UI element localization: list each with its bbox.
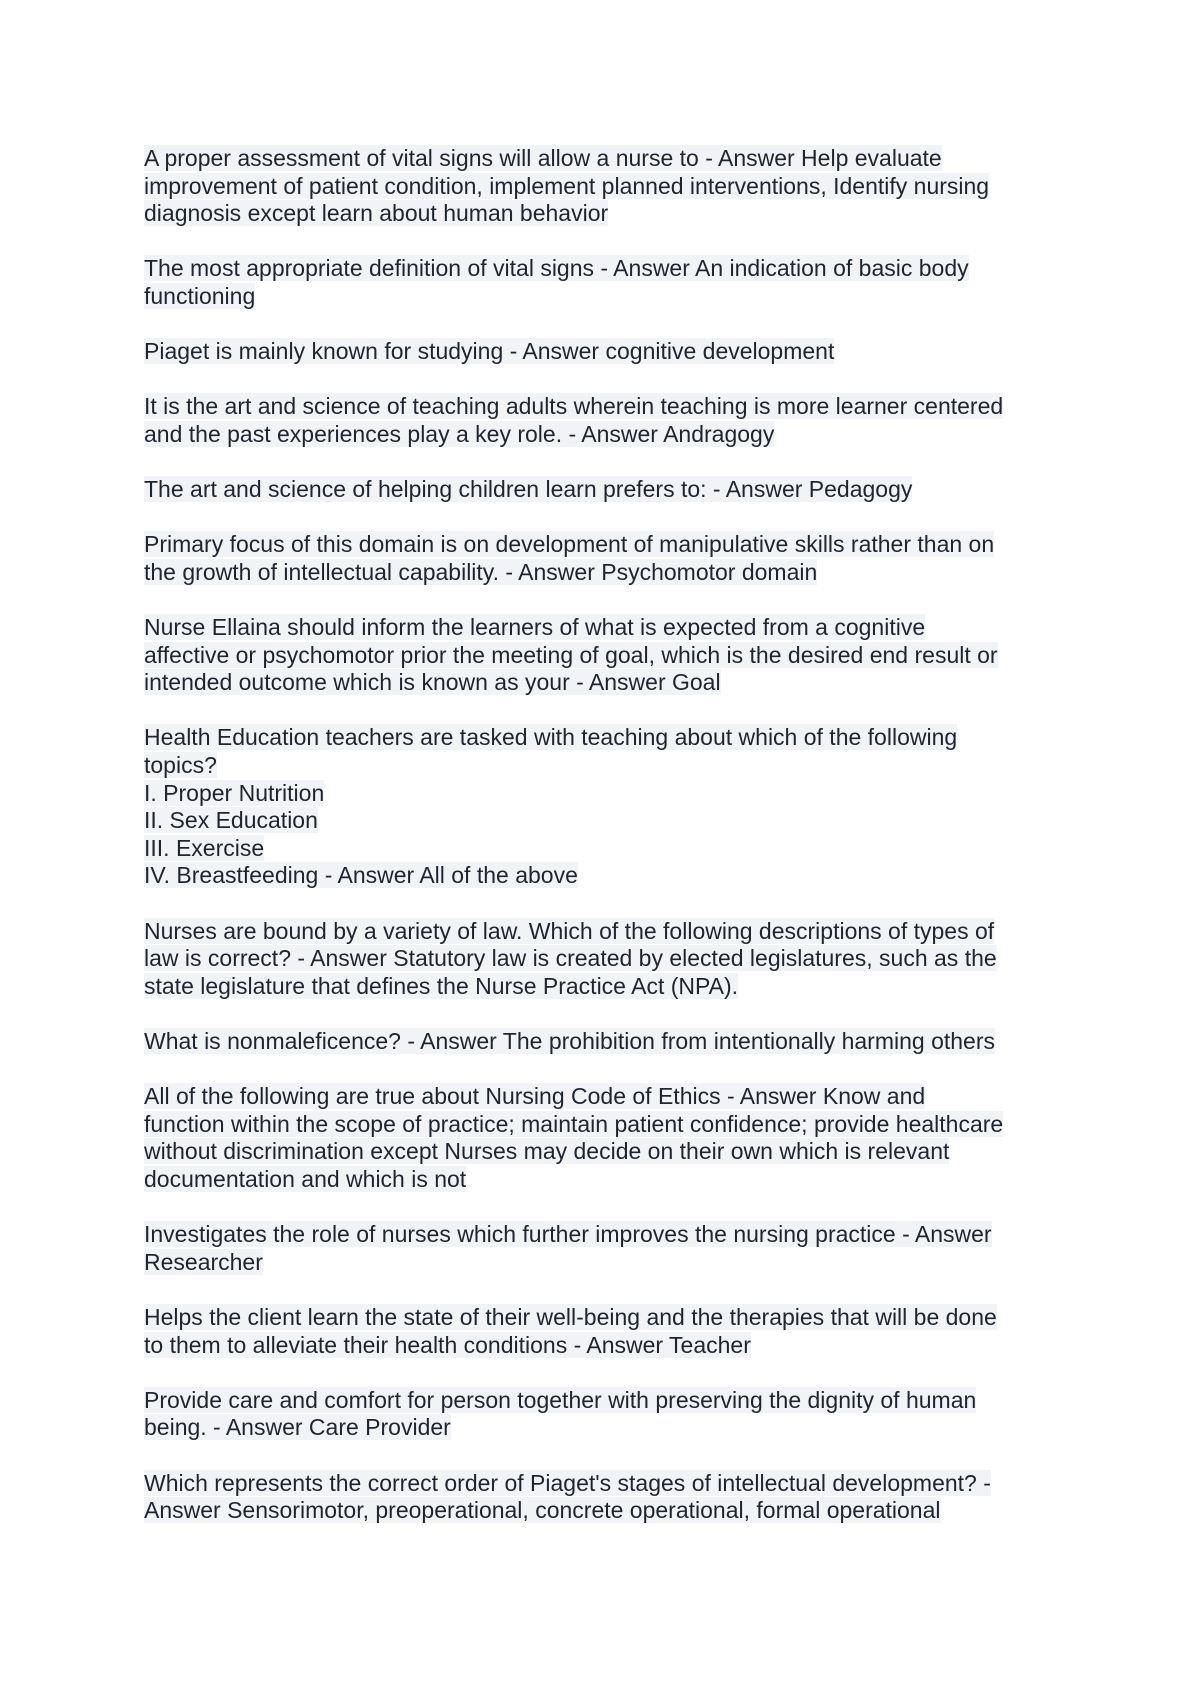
text-line [144, 393, 1064, 421]
text-line [144, 642, 1064, 670]
text-line-content: Researcher [144, 1248, 263, 1275]
text-line-content: Answer Sensorimotor, preoperational, concrete operational, formal operational [144, 1497, 941, 1524]
text-line [144, 1138, 1064, 1166]
qa-item [144, 393, 1064, 448]
text-line [144, 1497, 1064, 1525]
qa-item [144, 1470, 1064, 1525]
qa-item [144, 724, 1064, 890]
text-line [144, 1028, 1064, 1056]
text-line-content: being. - Answer Care Provider [144, 1414, 451, 1441]
text-line [144, 1387, 1064, 1415]
document-body [144, 145, 1064, 1552]
text-line [144, 531, 1064, 559]
text-line-content: Helps the client learn the state of their well-being and the therapies that will be done [144, 1303, 997, 1330]
text-line [144, 1249, 1064, 1277]
text-line-content: diagnosis except learn about human behavior [144, 200, 609, 227]
text-line-content: Which represents the correct order of Piaget's stages of intellectual development? - [144, 1469, 991, 1496]
text-line-content: functioning [144, 282, 256, 309]
text-line [144, 1332, 1064, 1360]
text-line [144, 200, 1064, 228]
text-line [144, 1111, 1064, 1139]
text-line-content: function within the scope of practice; maintain patient confidence; provide healthcare [144, 1110, 1004, 1137]
text-line [144, 918, 1064, 946]
text-line-content: state legislature that defines the Nurse Practice Act (NPA). [144, 972, 739, 999]
text-line [144, 614, 1064, 642]
text-line-content: II. Sex Education [144, 807, 318, 834]
qa-item [144, 1083, 1064, 1193]
text-line [144, 1221, 1064, 1249]
text-line-content: III. Exercise [144, 834, 265, 861]
text-line-content: law is correct? - Answer Statutory law is created by elected legislatures, such as the [144, 945, 997, 972]
text-line-content: It is the art and science of teaching adults wherein teaching is more learner centered [144, 393, 1004, 420]
qa-item [144, 918, 1064, 1001]
text-line-content: Nurse Ellaina should inform the learners of what is expected from a cognitive [144, 614, 926, 641]
text-line-content: documentation and which is not [144, 1165, 467, 1192]
text-line-content: Piaget is mainly known for studying - Answer cognitive development [144, 338, 835, 365]
qa-item [144, 1028, 1064, 1056]
qa-item [144, 614, 1064, 697]
text-line-content: I. Proper Nutrition [144, 779, 325, 806]
text-line-content: topics? [144, 752, 217, 779]
text-line [144, 145, 1064, 173]
text-line [144, 835, 1064, 863]
text-line [144, 807, 1064, 835]
text-line [144, 421, 1064, 449]
text-line [144, 283, 1064, 311]
text-line [144, 1470, 1064, 1498]
text-line-content: to them to alleviate their health conditions - Answer Teacher [144, 1331, 751, 1358]
qa-item [144, 1221, 1064, 1276]
text-line-content: Nurses are bound by a variety of law. Which of the following descriptions of types of [144, 917, 995, 944]
text-line-content: the growth of intellectual capability. - Answer Psychomotor domain [144, 558, 818, 585]
text-line [144, 1083, 1064, 1111]
text-line-content: Investigates the role of nurses which further improves the nursing practice - Answer [144, 1221, 992, 1248]
text-line-content: The art and science of helping children learn prefers to: - Answer Pedagogy [144, 476, 913, 503]
text-line [144, 724, 1064, 752]
text-line [144, 1166, 1064, 1194]
text-line-content: affective or psychomotor prior the meeting of goal, which is the desired end result or [144, 641, 998, 668]
text-line [144, 255, 1064, 283]
text-line-content: Health Education teachers are tasked with teaching about which of the following [144, 724, 958, 751]
qa-item [144, 255, 1064, 310]
text-line [144, 862, 1064, 890]
qa-item [144, 531, 1064, 586]
text-line-content: and the past experiences play a key role. - Answer Andragogy [144, 420, 775, 447]
qa-item [144, 338, 1064, 366]
text-line-content: improvement of patient condition, implement planned interventions, Identify nursing [144, 172, 990, 199]
qa-item [144, 476, 1064, 504]
text-line [144, 752, 1064, 780]
text-line [144, 173, 1064, 201]
text-line [144, 476, 1064, 504]
text-line [144, 1414, 1064, 1442]
text-line-content: intended outcome which is known as your - Answer Goal [144, 669, 721, 696]
text-line [144, 945, 1064, 973]
text-line-content: without discrimination except Nurses may decide on their own which is relevant [144, 1138, 950, 1165]
text-line [144, 780, 1064, 808]
qa-item [144, 1304, 1064, 1359]
qa-item [144, 145, 1064, 228]
text-line-content: What is nonmaleficence? - Answer The prohibition from intentionally harming others [144, 1028, 995, 1054]
qa-item [144, 1387, 1064, 1442]
text-line-content: IV. Breastfeeding - Answer All of the above [144, 862, 578, 889]
text-line-content: All of the following are true about Nursing Code of Ethics - Answer Know and [144, 1083, 926, 1110]
text-line-content: A proper assessment of vital signs will allow a nurse to - Answer Help evaluate [144, 145, 942, 171]
text-line [144, 1304, 1064, 1332]
text-line [144, 559, 1064, 587]
text-line-content: Primary focus of this domain is on development of manipulative skills rather than on [144, 531, 995, 558]
text-line-content: The most appropriate definition of vital signs - Answer An indication of basic body [144, 255, 969, 282]
text-line [144, 338, 1064, 366]
text-line [144, 669, 1064, 697]
text-line [144, 973, 1064, 1001]
text-line-content: Provide care and comfort for person together with preserving the dignity of human [144, 1386, 977, 1413]
